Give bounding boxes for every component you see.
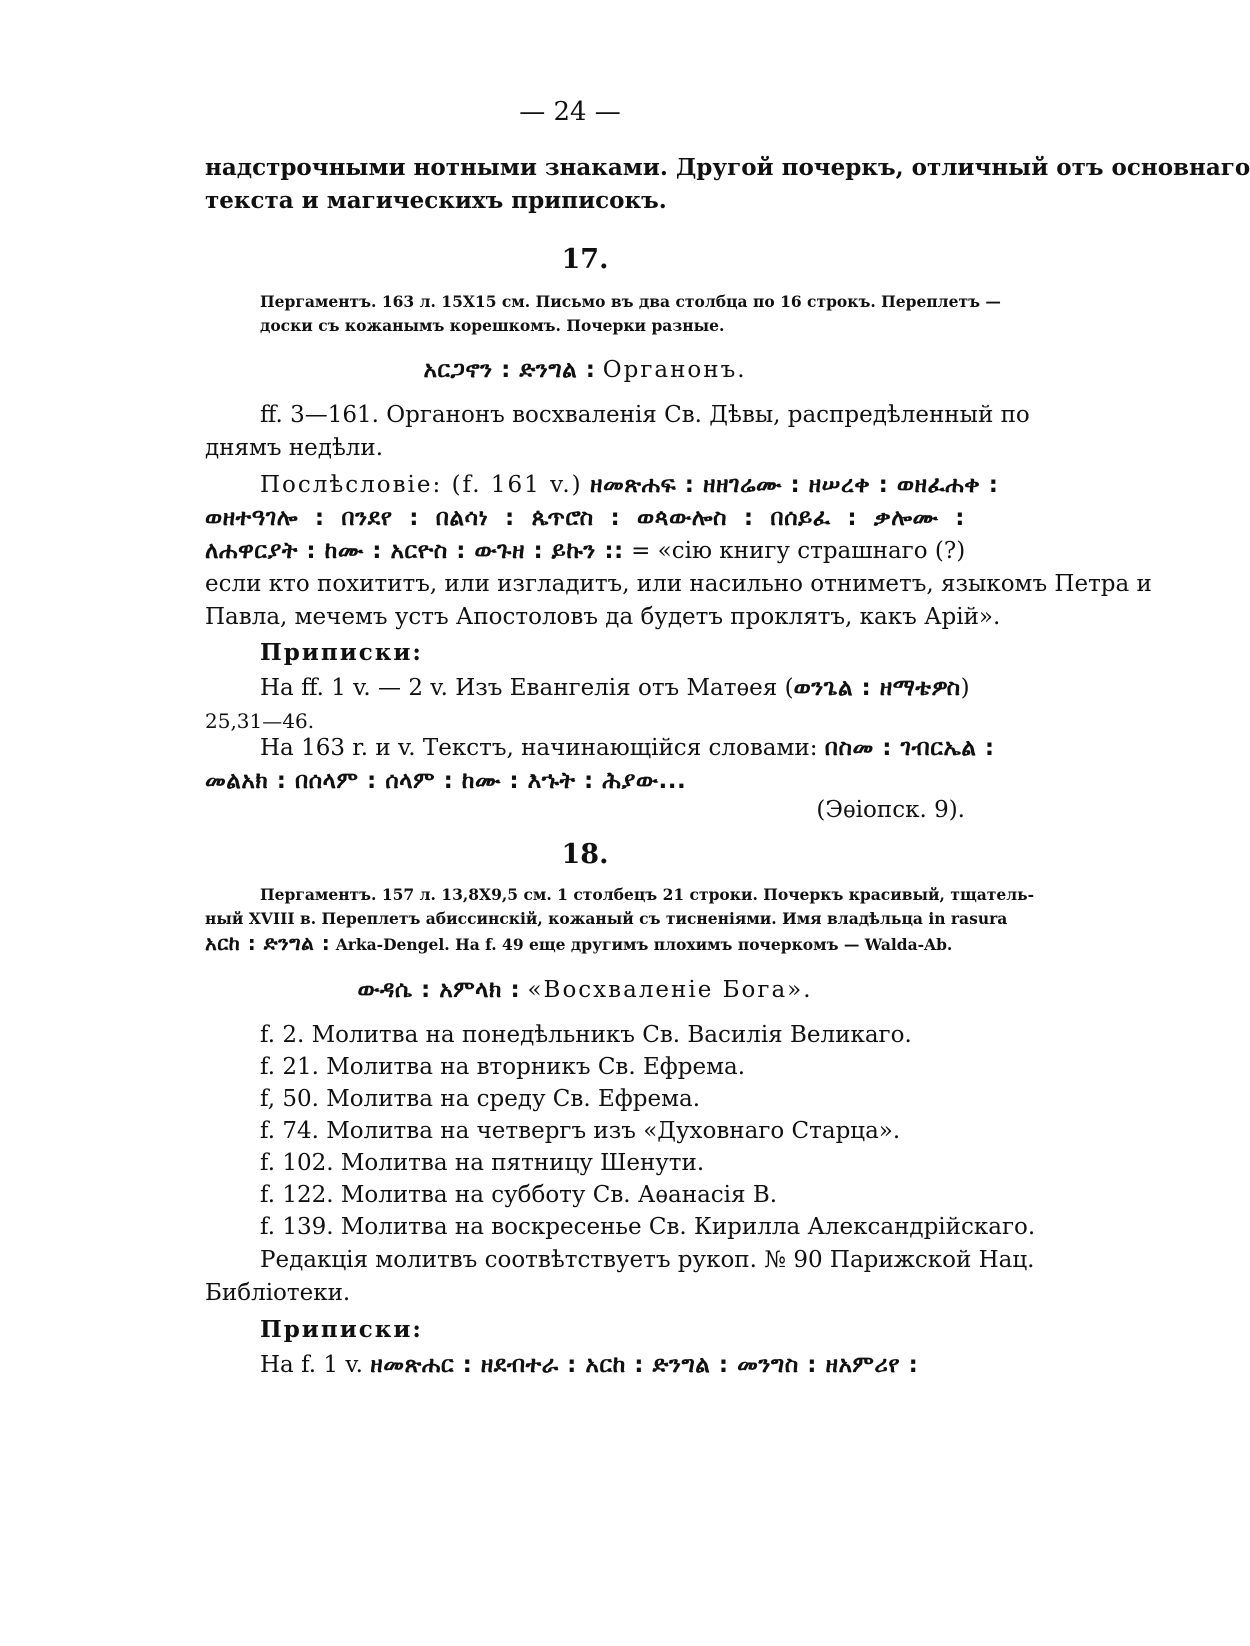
entry-17-translation-1: = «сію книгу страшнаго (?) [631,538,966,564]
intro-line-2: текста и магическихъ приписокъ. [205,187,667,214]
intro-line-1: надстрочными нотными знаками. Другой почеркъ, отличный отъ основнаго [205,154,1250,181]
entry-17-note-1-cont: 25,31—46. [205,709,315,733]
entry-17-source: (Эѳіопск. 9). [816,797,965,823]
entry-17-postscript-line-3 [205,536,965,566]
entry-17-description-1: Пергаментъ. 163 л. 15X15 см. Письмо въ два столбца по 16 строкъ. Переплетъ — [260,292,1001,311]
entry-17-postscript-geez-1: ዘመጽሐፍ : ዘዘገሬሙ : ዘሠረቀ : ወዘፈሐቀ : [589,472,999,498]
entry-17-postscript-label: Послѣсловіе: (f. 161 v.) [260,472,583,498]
entry-18-last-note-geez: ዘመጽሐር : ዘደብተራ : አርከ : ድንግል : መንግስ : ዘአምሪየ : [370,1352,919,1378]
entry-18-title [0,975,1170,1005]
entry-17-translation-2: если кто похититъ, или изгладитъ, или насильно отниметъ, языкомъ Петра и [205,571,1152,597]
entry-17-title-geez: አርጋኖን : ድንግል : [423,357,596,383]
entry-18-title-ru: «Восхваленіе Бога». [527,977,813,1003]
entry-17-note-2-line-1 [260,733,995,763]
entry-17-note-1-tail: ) [960,675,970,701]
entry-17-note-2-geez-a: በስመ : ገብርኤል : [824,735,995,761]
entry-17-note-2-geez-b: መልአክ : በሰላም : ሰላም : ከሙ : እኁት : ሕያው... [205,768,687,794]
entry-18-owner-line [205,931,952,957]
entry-17-title-ru: Органонъ. [602,357,747,383]
entry-18-prayer-2: f. 21. Молитва на вторникъ Св. Ефрема. [260,1054,746,1080]
page-number: — 24 — [519,97,621,127]
entry-17-postscript-line-1 [260,470,998,500]
entry-18-description-1: Пергаментъ. 157 л. 13,8X9,5 см. 1 столбецъ 21 строки. Почеркъ красивый, тщатель- [260,885,1035,904]
entry-18-last-note-prefix: На f. 1 v. [260,1352,363,1378]
entry-17-translation-3: Павла, мечемъ устъ Апостоловъ да будетъ проклятъ, какъ Арій». [205,604,1001,630]
entry-18-prayer-1: f. 2. Молитва на понедѣльникъ Св. Василія Великаго. [260,1022,912,1048]
entry-17-title [0,355,1170,385]
entry-17-postscript-geez-3: ለሐዋርያት : ከሙ : አርዮስ : ውጉዘ : ይኩን :: [205,538,624,564]
entry-18-prayer-3: f, 50. Молитва на среду Св. Ефрема. [260,1086,701,1112]
entry-18-prayer-6: f. 122. Молитва на субботу Св. Аѳанасія В. [260,1182,778,1208]
entry-18-description-2: ный XVIII в. Переплетъ абиссинскій, кожаный съ тисненіями. Имя владѣльца in rasura [205,909,1008,928]
entry-18-redaction-1: Редакція молитвъ соотвѣтствуетъ рукоп. № 90 Парижской Нац. [260,1247,1035,1273]
entry-18-owner-rest: Arka-Dengel. На f. 49 еще другимъ плохимъ почеркомъ — Walda-Ab. [335,935,953,954]
entry-17-content-2: днямъ недѣли. [205,435,384,461]
entry-18-prayer-4: f. 74. Молитва на четвергъ изъ «Духовнаго Старца». [260,1118,901,1144]
entry-17-note-1 [260,673,970,703]
entry-18-prayer-5: f. 102. Молитва на пятницу Шенути. [260,1150,705,1176]
entry-17-notes-label: Приписки: [260,639,423,666]
entry-18-title-geez: ውዳሴ : አምላክ : [357,977,521,1003]
entry-17-description-2: доски съ кожанымъ корешкомъ. Почерки разные. [260,316,725,335]
entry-17-note-1-geez: ወንጌል : ዘማቴዎስ [793,675,961,701]
entry-17-content-1: ff. 3—161. Органонъ восхваленія Св. Дѣвы, распредѣленный по [260,402,1030,428]
entry-17-note-1-text: На ff. 1 v. — 2 v. Изъ Евангелія отъ Матѳея ( [260,675,794,701]
entry-17-postscript-geez-2: ወዘተዓገሎ : በንደየ : በልሳነ : ጴጥሮስ : ወጳውሎስ : በሰይፈ : ቃሎሙ : [205,505,965,531]
entry-17-number: 17. [561,244,609,275]
entry-18-owner-geez: አርከ : ድንግል : [205,931,331,955]
entry-17-note-2-text: На 163 r. и v. Текстъ, начинающійся словами: [260,735,818,761]
entry-18-prayer-7: f. 139. Молитва на воскресенье Св. Кирилла Александрійскаго. [260,1214,1036,1240]
entry-18-number: 18. [561,839,609,870]
entry-18-redaction-2: Библіотеки. [205,1280,351,1306]
entry-18-notes-label: Приписки: [260,1316,423,1343]
entry-18-last-note [260,1350,965,1380]
